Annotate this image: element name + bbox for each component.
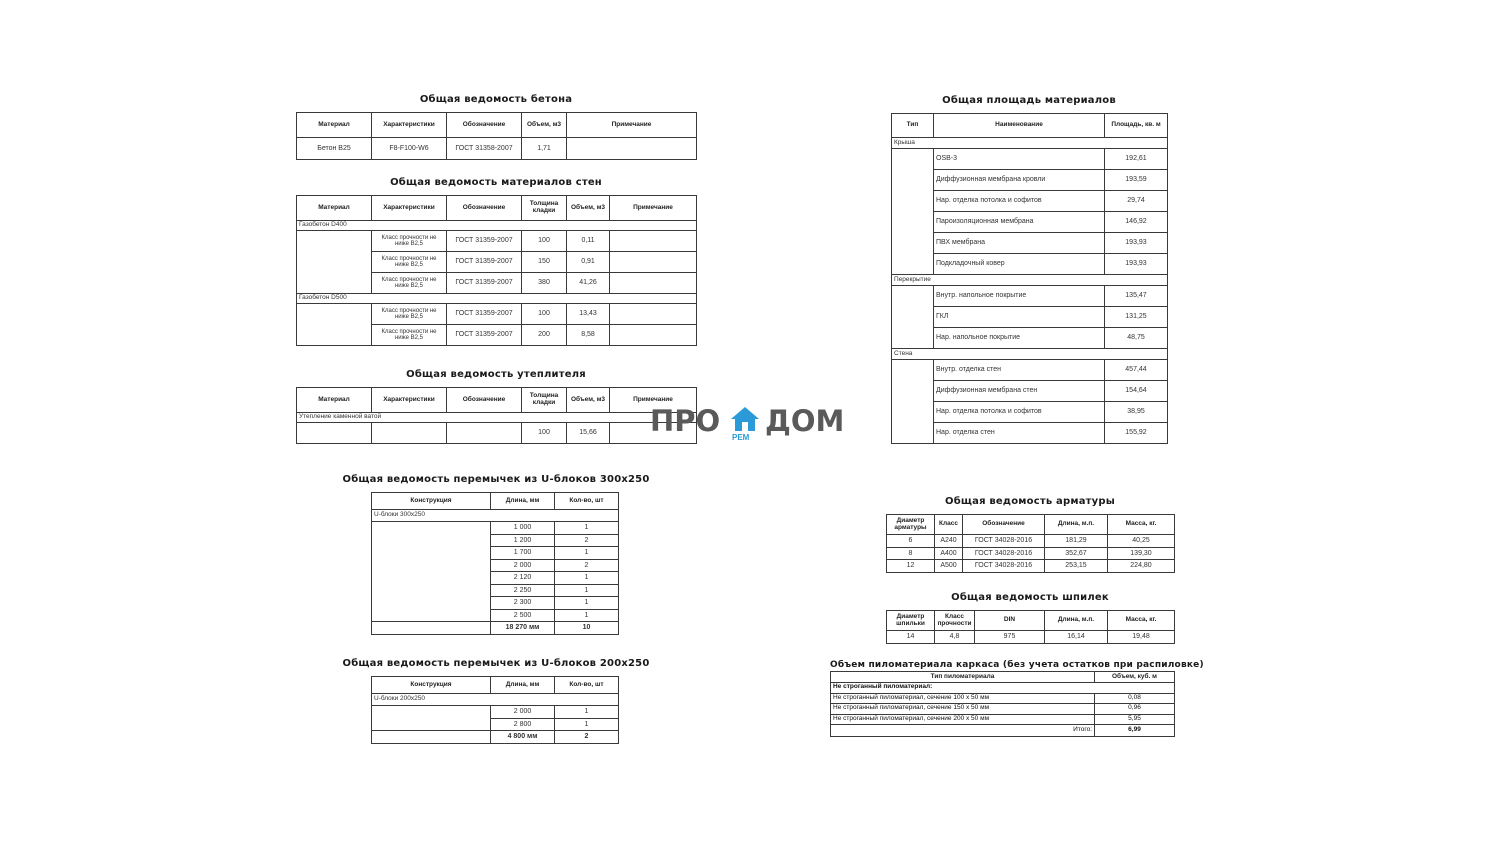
cell	[297, 304, 372, 346]
cell: 200	[522, 325, 567, 346]
cell: 2 120	[491, 572, 555, 585]
col-header: Примечание	[567, 113, 697, 138]
studs-table	[886, 610, 1175, 644]
cell	[892, 360, 934, 444]
cell: 146,92	[1105, 212, 1168, 233]
col-header: Толщина кладки	[522, 388, 567, 413]
table-row	[892, 307, 1168, 328]
table-row	[831, 693, 1175, 704]
cell	[372, 706, 491, 731]
cell: 1	[555, 609, 619, 622]
col-header: Объем, м3	[567, 388, 610, 413]
cell: 154,64	[1105, 381, 1168, 402]
cell: Не строганный пиломатериал, сечение 200 х 50 мм	[831, 714, 1095, 725]
watermark-logo	[650, 404, 850, 444]
table-row	[372, 522, 619, 535]
table-row	[297, 423, 697, 444]
cell: 16,14	[1045, 631, 1108, 644]
table-row	[892, 360, 1168, 381]
cell: Класс прочности не ниже B2,5	[372, 325, 447, 346]
cell: 0,91	[567, 252, 610, 273]
cell: 0,11	[567, 231, 610, 252]
cell	[610, 231, 697, 252]
table-row	[887, 535, 1175, 548]
cell: 100	[522, 423, 567, 444]
lumber-title: Объем пиломатериала каркаса (без учета остатков при распиловке)	[830, 660, 1204, 670]
cell: ГОСТ 34028-2016	[963, 560, 1045, 573]
col-header: Класс	[935, 515, 963, 535]
cell: 457,44	[1105, 360, 1168, 381]
cell: 48,75	[1105, 328, 1168, 349]
col-header: Кол-во, шт	[555, 493, 619, 510]
walls-table	[296, 195, 697, 346]
cell	[372, 731, 491, 744]
total-value: 6,99	[1095, 725, 1175, 737]
ublock200-table	[371, 676, 619, 744]
cell: 100	[522, 231, 567, 252]
group-label: Крыша	[892, 138, 1168, 149]
col-header: Конструкция	[372, 493, 491, 510]
cell	[892, 149, 934, 275]
cell: Диффузионная мембрана стен	[934, 381, 1105, 402]
table-row	[892, 233, 1168, 254]
cell: A240	[935, 535, 963, 548]
cell: A500	[935, 560, 963, 573]
col-header: Тип	[892, 114, 934, 138]
cell: Класс прочности не ниже B2,5	[372, 304, 447, 325]
col-header: DIN	[975, 611, 1045, 631]
col-header: Тип пиломатериала	[831, 672, 1095, 683]
table-row	[887, 631, 1175, 644]
cell: Подкладочный ковер	[934, 254, 1105, 275]
lumber-table	[830, 671, 1175, 737]
cell: Внутр. отделка стен	[934, 360, 1105, 381]
cell: 40,25	[1108, 535, 1175, 548]
cell: Не строганный пиломатериал, сечение 150 х 50 мм	[831, 704, 1095, 715]
cell: 1 700	[491, 547, 555, 560]
insul-title: Общая ведомость утеплителя	[406, 369, 586, 380]
cell: Нар. отделка потолка и софитов	[934, 191, 1105, 212]
cell	[297, 231, 372, 294]
cell: 224,80	[1108, 560, 1175, 573]
col-header: Площадь, кв. м	[1105, 114, 1168, 138]
col-header: Класс прочности	[935, 611, 975, 631]
group-label: U-блоки 300х250	[372, 510, 619, 522]
cell: 13,43	[567, 304, 610, 325]
cell: 352,67	[1045, 547, 1108, 560]
col-header: Диаметр шпильки	[887, 611, 935, 631]
col-header: Характеристики	[372, 388, 447, 413]
cell: 135,47	[1105, 286, 1168, 307]
cell: 2	[555, 559, 619, 572]
cell: 1	[555, 597, 619, 610]
cell: 8	[887, 547, 935, 560]
col-header: Материал	[297, 388, 372, 413]
cell: 1	[555, 547, 619, 560]
col-header: Обозначение	[447, 388, 522, 413]
cell: 2 000	[491, 559, 555, 572]
col-header: Обозначение	[447, 196, 522, 221]
total-row	[831, 725, 1175, 737]
cell: 1	[555, 706, 619, 719]
cell: 380	[522, 273, 567, 294]
cell: OSB-3	[934, 149, 1105, 170]
col-header: Объем, м3	[522, 113, 567, 138]
cell: Внутр. напольное покрытие	[934, 286, 1105, 307]
table-row	[892, 286, 1168, 307]
col-header: Кол-во, шт	[555, 677, 619, 694]
cell: 29,74	[1105, 191, 1168, 212]
table-row	[892, 149, 1168, 170]
table-row	[297, 138, 697, 160]
cell: 192,61	[1105, 149, 1168, 170]
col-header: Длина, мм	[491, 677, 555, 694]
cell: 0,08	[1095, 693, 1175, 704]
cell	[447, 423, 522, 444]
cell: 2 250	[491, 584, 555, 597]
cell: 15,66	[567, 423, 610, 444]
total-length: 18 270 мм	[491, 622, 555, 635]
col-header: Объем, м3	[567, 196, 610, 221]
cell: Класс прочности не ниже B2,5	[372, 273, 447, 294]
col-header: Толщина кладки	[522, 196, 567, 221]
cell: 2 300	[491, 597, 555, 610]
rebar-title: Общая ведомость арматуры	[945, 496, 1115, 507]
col-header: Длина, мм	[491, 493, 555, 510]
total-count: 10	[555, 622, 619, 635]
insul-table	[296, 387, 697, 444]
cell: 6	[887, 535, 935, 548]
studs-title: Общая ведомость шпилек	[951, 592, 1109, 603]
cell: 100	[522, 304, 567, 325]
cell: 14	[887, 631, 935, 644]
cell: 38,95	[1105, 402, 1168, 423]
group-label: U-блоки 200х250	[372, 694, 619, 706]
ublock300-title: Общая ведомость перемычек из U-блоков 300х250	[342, 474, 650, 485]
cell	[610, 304, 697, 325]
cell	[372, 622, 491, 635]
cell: ГОСТ 31359-2007	[447, 304, 522, 325]
table-row	[892, 170, 1168, 191]
area-title: Общая площадь материалов	[942, 95, 1116, 106]
col-header: Примечание	[610, 388, 697, 413]
cell: 19,48	[1108, 631, 1175, 644]
table-row	[297, 304, 697, 325]
cell: 8,58	[567, 325, 610, 346]
col-header: Характеристики	[372, 113, 447, 138]
total-row	[372, 622, 619, 635]
cell: ГОСТ 31358-2007	[447, 138, 522, 160]
cell: 1 200	[491, 534, 555, 547]
cell: 1	[555, 572, 619, 585]
cell: Бетон B25	[297, 138, 372, 160]
cell: Диффузионная мембрана кровли	[934, 170, 1105, 191]
cell: Нар. отделка стен	[934, 423, 1105, 444]
cell: 1	[555, 584, 619, 597]
cell: ГОСТ 31359-2007	[447, 231, 522, 252]
watermark-right: ДОМ	[765, 404, 845, 438]
concrete-title: Общая ведомость бетона	[419, 94, 573, 105]
total-row	[372, 731, 619, 744]
cell: 12	[887, 560, 935, 573]
table-row	[372, 706, 619, 719]
col-header: Обозначение	[963, 515, 1045, 535]
ublock200-title: Общая ведомость перемычек из U-блоков 200х250	[342, 658, 650, 669]
cell	[372, 423, 447, 444]
cell: ГОСТ 31359-2007	[447, 252, 522, 273]
cell: 1 000	[491, 522, 555, 535]
cell: 5,95	[1095, 714, 1175, 725]
table-row	[892, 381, 1168, 402]
col-header: Характеристики	[372, 196, 447, 221]
cell: 0,96	[1095, 704, 1175, 715]
cell: 2 500	[491, 609, 555, 622]
cell: 41,26	[567, 273, 610, 294]
table-row	[892, 402, 1168, 423]
cell: ГОСТ 34028-2016	[963, 535, 1045, 548]
group-label: Перекрытие	[892, 275, 1168, 286]
cell: 2	[555, 534, 619, 547]
cell: Класс прочности не ниже B2,5	[372, 231, 447, 252]
cell: 2 000	[491, 706, 555, 719]
table-row	[887, 547, 1175, 560]
col-header: Примечание	[610, 196, 697, 221]
cell: Нар. напольное покрытие	[934, 328, 1105, 349]
col-header: Длина, м.п.	[1045, 611, 1108, 631]
col-header: Длина, м.п.	[1045, 515, 1108, 535]
col-header: Объем, куб. м	[1095, 672, 1175, 683]
group-label: Стена	[892, 349, 1168, 360]
cell: 193,93	[1105, 233, 1168, 254]
col-header: Наименование	[934, 114, 1105, 138]
cell	[610, 252, 697, 273]
cell: 181,29	[1045, 535, 1108, 548]
col-header: Материал	[297, 113, 372, 138]
col-header: Обозначение	[447, 113, 522, 138]
table-row	[831, 704, 1175, 715]
house-icon	[730, 406, 760, 432]
cell	[372, 522, 491, 622]
cell	[610, 273, 697, 294]
table-row	[892, 328, 1168, 349]
table-row	[887, 560, 1175, 573]
total-count: 2	[555, 731, 619, 744]
cell: ГОСТ 34028-2016	[963, 547, 1045, 560]
ublock300-table	[371, 492, 619, 635]
cell: 1	[555, 718, 619, 731]
cell	[567, 138, 697, 160]
col-header: Материал	[297, 196, 372, 221]
cell: 1,71	[522, 138, 567, 160]
cell: 155,92	[1105, 423, 1168, 444]
cell: 975	[975, 631, 1045, 644]
cell: 4,8	[935, 631, 975, 644]
col-header: Конструкция	[372, 677, 491, 694]
cell: 2 800	[491, 718, 555, 731]
total-label: Итого:	[831, 725, 1095, 737]
cell	[297, 423, 372, 444]
table-row	[831, 714, 1175, 725]
cell: ГКЛ	[934, 307, 1105, 328]
cell	[610, 325, 697, 346]
group-label: Газобетон D500	[297, 294, 697, 304]
cell: Пароизоляционная мембрана	[934, 212, 1105, 233]
group-label: Газобетон D400	[297, 221, 697, 231]
cell: ГОСТ 31359-2007	[447, 273, 522, 294]
col-header: Масса, кг.	[1108, 611, 1175, 631]
watermark-sub: РЕМ	[732, 433, 750, 442]
cell	[892, 286, 934, 349]
cell: ПВХ мембрана	[934, 233, 1105, 254]
total-length: 4 800 мм	[491, 731, 555, 744]
rebar-table	[886, 514, 1175, 573]
cell: 131,25	[1105, 307, 1168, 328]
col-header: Диаметр арматуры	[887, 515, 935, 535]
cell: F8-F100-W6	[372, 138, 447, 160]
table-row	[892, 254, 1168, 275]
cell: 253,15	[1045, 560, 1108, 573]
cell: 193,93	[1105, 254, 1168, 275]
cell: Нар. отделка потолка и софитов	[934, 402, 1105, 423]
cell: 150	[522, 252, 567, 273]
walls-title: Общая ведомость материалов стен	[390, 177, 602, 188]
cell: Класс прочности не ниже B2,5	[372, 252, 447, 273]
watermark-left: ПРО	[650, 404, 721, 438]
cell: 1	[555, 522, 619, 535]
cell: 193,59	[1105, 170, 1168, 191]
table-row	[892, 212, 1168, 233]
table-row	[297, 231, 697, 252]
group-label: Не строганный пиломатериал:	[831, 683, 1175, 694]
cell: Не строганный пиломатериал, сечение 100 х 50 мм	[831, 693, 1095, 704]
concrete-table	[296, 112, 697, 160]
cell: A400	[935, 547, 963, 560]
cell: ГОСТ 31359-2007	[447, 325, 522, 346]
table-row	[892, 423, 1168, 444]
table-row	[892, 191, 1168, 212]
group-label: Утепление каменной ватой	[297, 413, 697, 423]
col-header: Масса, кг.	[1108, 515, 1175, 535]
area-table	[891, 113, 1168, 444]
cell: 139,30	[1108, 547, 1175, 560]
